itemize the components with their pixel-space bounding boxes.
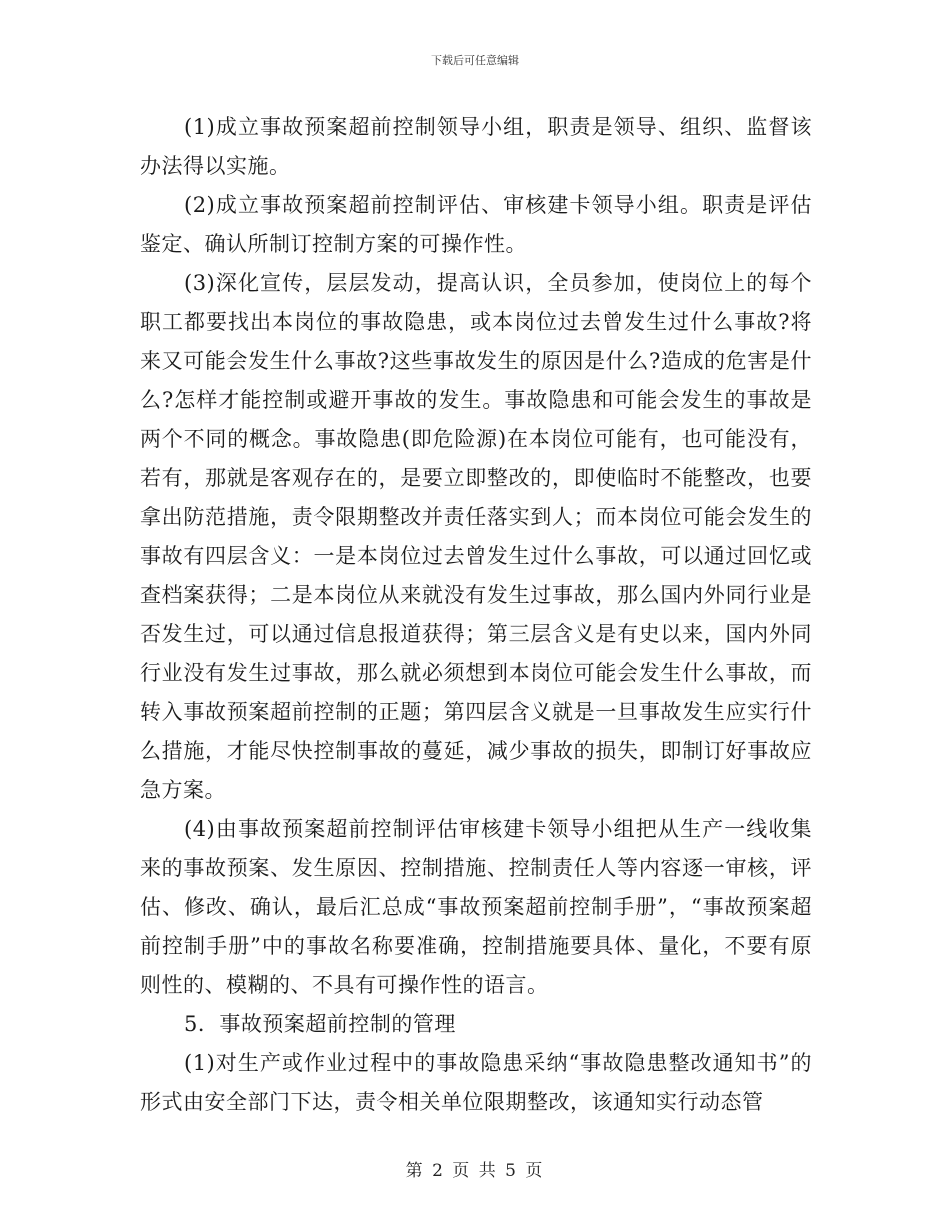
paragraph-1: (1)成立事故预案超前控制领导小组，职责是领导、组织、监督该办法得以实施。 bbox=[140, 115, 812, 178]
paragraph-2: (2)成立事故预案超前控制评估、审核建卡领导小组。职责是评估鉴定、确认所制订控制方案的可操作性。 bbox=[140, 193, 812, 256]
paragraph-3: (3)深化宣传，层层发动，提高认识，全员参加，使岗位上的每个职工都要找出本岗位的事故隐患，或本岗位过去曾发生过什么事故?将来又可能会发生什么事故?这些事故发生的原因是什么?造成的危害是什么?怎样才能控制或避开事故的发生。事故隐患和可能会发生的事故是两个不同的概念。事故隐患(即危险源)在本岗位可能有，也可能没有，若有，那就是客观存在的，是要立即整改的，即使临时不能整改，也要拿出防范措施，责令限期整改并责任落实到人；而本岗位可能会发生的事故有四层含义：一是本岗位过去曾发生过什么事故，可以通过回忆或查档案获得；二是本岗位从来就没有发生过事故，那么国内外同行业是否发生过，可以通过信息报道获得；第三层含义是有史以来，国内外同行业没有发生过事故，那么就必须想到本岗位可能会发生什么事故，而转入事故预案超前控制的正题；第四层含义就是一旦事故发生应实行什么措施，才能尽快控制事故的蔓延，减少事故的损失，即制订好事故应急方案。 bbox=[140, 271, 812, 802]
document-body bbox=[140, 108, 812, 1122]
page-header: 下载后可任意编辑 bbox=[431, 54, 519, 67]
page-number: 第 2 页 共 5 页 bbox=[405, 1161, 545, 1181]
paragraph-5-1: (1)对生产或作业过程中的事故隐患采纳“事故隐患整改通知书”的形式由安全部门下达，责令相关单位限期整改，该通知实行动态管 bbox=[140, 1051, 812, 1114]
section-heading-5: 5．事故预案超前控制的管理 bbox=[184, 1012, 456, 1036]
paragraph-4: (4)由事故预案超前控制评估审核建卡领导小组把从生产一线收集来的事故预案、发生原因、控制措施、控制责任人等内容逐一审核，评估、修改、确认，最后汇总成“事故预案超前控制手册”，“事故预案超前控制手册”中的事故名称要准确，控制措施要具体、量化，不要有原则性的、模糊的、不具有可操作性的语言。 bbox=[140, 817, 812, 997]
